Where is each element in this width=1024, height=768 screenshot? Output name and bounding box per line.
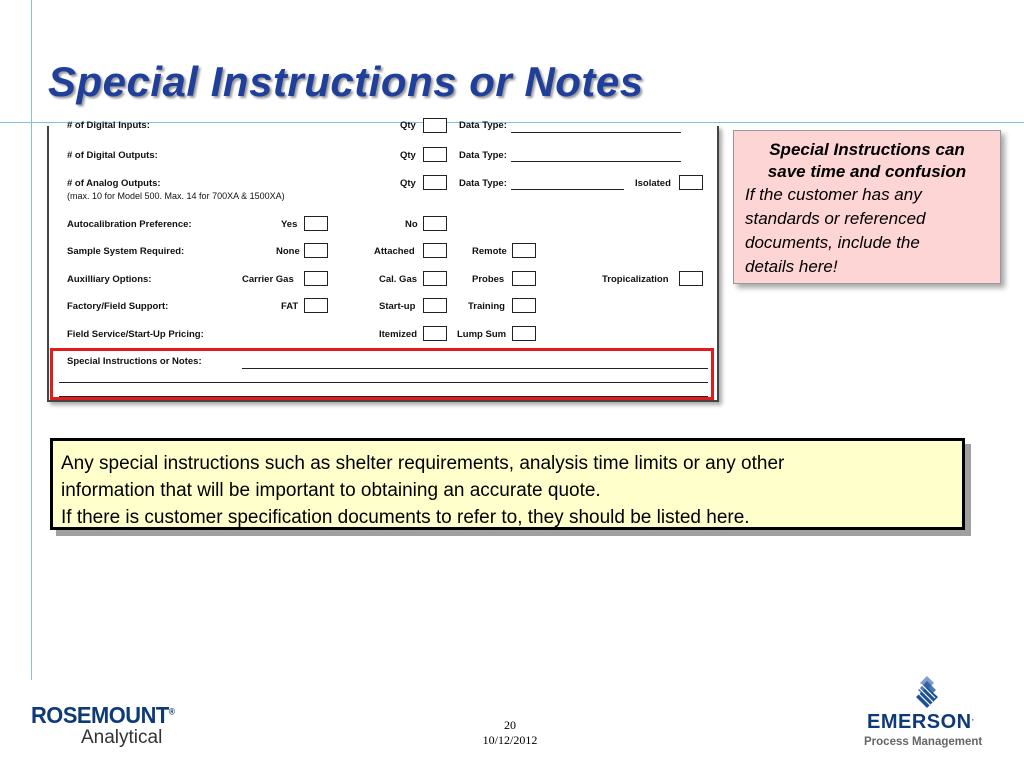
sample-remote-box [512, 243, 536, 258]
autocal-label: Autocalibration Preference: [67, 219, 192, 230]
slide-footer [460, 718, 560, 748]
support-training-label: Training [468, 301, 505, 312]
slide-title: Special Instructions or Notes [48, 58, 644, 105]
pricing-lumpsum-label: Lump Sum [457, 329, 507, 340]
digital-outputs-qty-label: Qty [400, 150, 416, 161]
sample-attached-box [423, 243, 447, 258]
aux-probes-box [512, 271, 536, 286]
aux-tropical-label: Tropicalization [602, 274, 669, 285]
sample-system-label: Sample System Required: [67, 246, 185, 257]
digital-inputs-type-line [511, 132, 681, 133]
callout-body-line-4: details here! [745, 257, 838, 276]
autocal-no-label: No [405, 219, 418, 230]
emerson-mark: . [971, 713, 975, 723]
digital-outputs-type-label: Data Type: [459, 150, 507, 161]
aux-options-label: Auxilliary Options: [67, 274, 152, 285]
highlight-box [50, 348, 714, 400]
pricing-lumpsum-box [512, 326, 536, 341]
analog-outputs-label: # of Analog Outputs: [67, 178, 161, 189]
digital-inputs-label: # of Digital Inputs: [67, 120, 150, 131]
callout-body-line-3: documents, include the [745, 233, 920, 252]
special-instructions-label: Special Instructions or Notes: [67, 356, 202, 367]
digital-inputs-qty-box [423, 118, 447, 133]
analog-outputs-type-line [511, 189, 624, 190]
guide-line-horizontal [0, 122, 1024, 123]
support-fat-label: FAT [281, 301, 299, 312]
autocal-yes-box [304, 216, 328, 231]
digital-inputs-type-label: Data Type: [459, 120, 507, 131]
analog-isolated-box [679, 175, 703, 190]
aux-cal-label: Cal. Gas [379, 274, 418, 285]
support-startup-label: Start-up [379, 301, 416, 312]
aux-probes-label: Probes [472, 274, 505, 285]
page-number: 20 [504, 718, 516, 732]
callout-body-line-1: If the customer has any [745, 185, 922, 204]
sample-attached-label: Attached [374, 246, 415, 257]
emerson-subtitle: Process Management [864, 736, 983, 748]
rosemount-subtitle: Analytical [81, 727, 163, 748]
rosemount-wordmark: ROSEMOUNT [31, 702, 169, 728]
sample-none-label: None [276, 246, 300, 257]
sample-remote-label: Remote [472, 246, 507, 257]
emerson-wordmark: EMERSON [867, 711, 972, 733]
autocal-no-box [423, 216, 447, 231]
aux-cal-box [423, 271, 447, 286]
analog-outputs-note: (max. 10 for Model 500. Max. 14 for 700XA & 1500XA) [67, 191, 285, 201]
autocal-yes-label: Yes [281, 219, 298, 230]
analog-outputs-qty-label: Qty [400, 178, 416, 189]
aux-tropical-box [679, 271, 703, 286]
emerson-emblem-icon [914, 676, 940, 710]
analog-isolated-label: Isolated [635, 178, 671, 189]
pricing-itemized-box [423, 326, 447, 341]
support-training-box [512, 298, 536, 313]
note-line-2: information that will be important to obtaining an accurate quote. [61, 480, 601, 501]
support-fat-box [304, 298, 328, 313]
digital-outputs-qty-box [423, 147, 447, 162]
aux-carrier-label: Carrier Gas [242, 274, 294, 285]
slide-date: 10/12/2012 [482, 733, 538, 747]
sample-none-box [304, 243, 328, 258]
note-line-3: If there is customer specification documents to refer to, they should be listed here. [61, 507, 750, 528]
callout-heading-line-2: save time and confusion [767, 162, 967, 181]
digital-inputs-qty-label: Qty [400, 120, 416, 131]
callout-box [733, 130, 1001, 284]
note-box [50, 438, 965, 530]
support-startup-box [423, 298, 447, 313]
digital-outputs-type-line [511, 161, 681, 162]
aux-carrier-box [304, 271, 328, 286]
pricing-itemized-label: Itemized [379, 329, 418, 340]
support-label: Factory/Field Support: [67, 301, 169, 312]
callout-body-line-2: standards or referenced [745, 209, 926, 228]
rosemount-logo [31, 702, 182, 748]
rosemount-registered-mark: ® [168, 706, 175, 717]
digital-outputs-label: # of Digital Outputs: [67, 150, 158, 161]
note-line-1: Any special instructions such as shelter requirements, analysis time limits or any other [61, 453, 785, 474]
analog-outputs-type-label: Data Type: [459, 178, 507, 189]
analog-outputs-qty-box [423, 175, 447, 190]
guide-line-vertical [31, 0, 32, 680]
callout-heading-line-1: Special Instructions can [769, 140, 965, 159]
pricing-label: Field Service/Start-Up Pricing: [67, 329, 204, 340]
